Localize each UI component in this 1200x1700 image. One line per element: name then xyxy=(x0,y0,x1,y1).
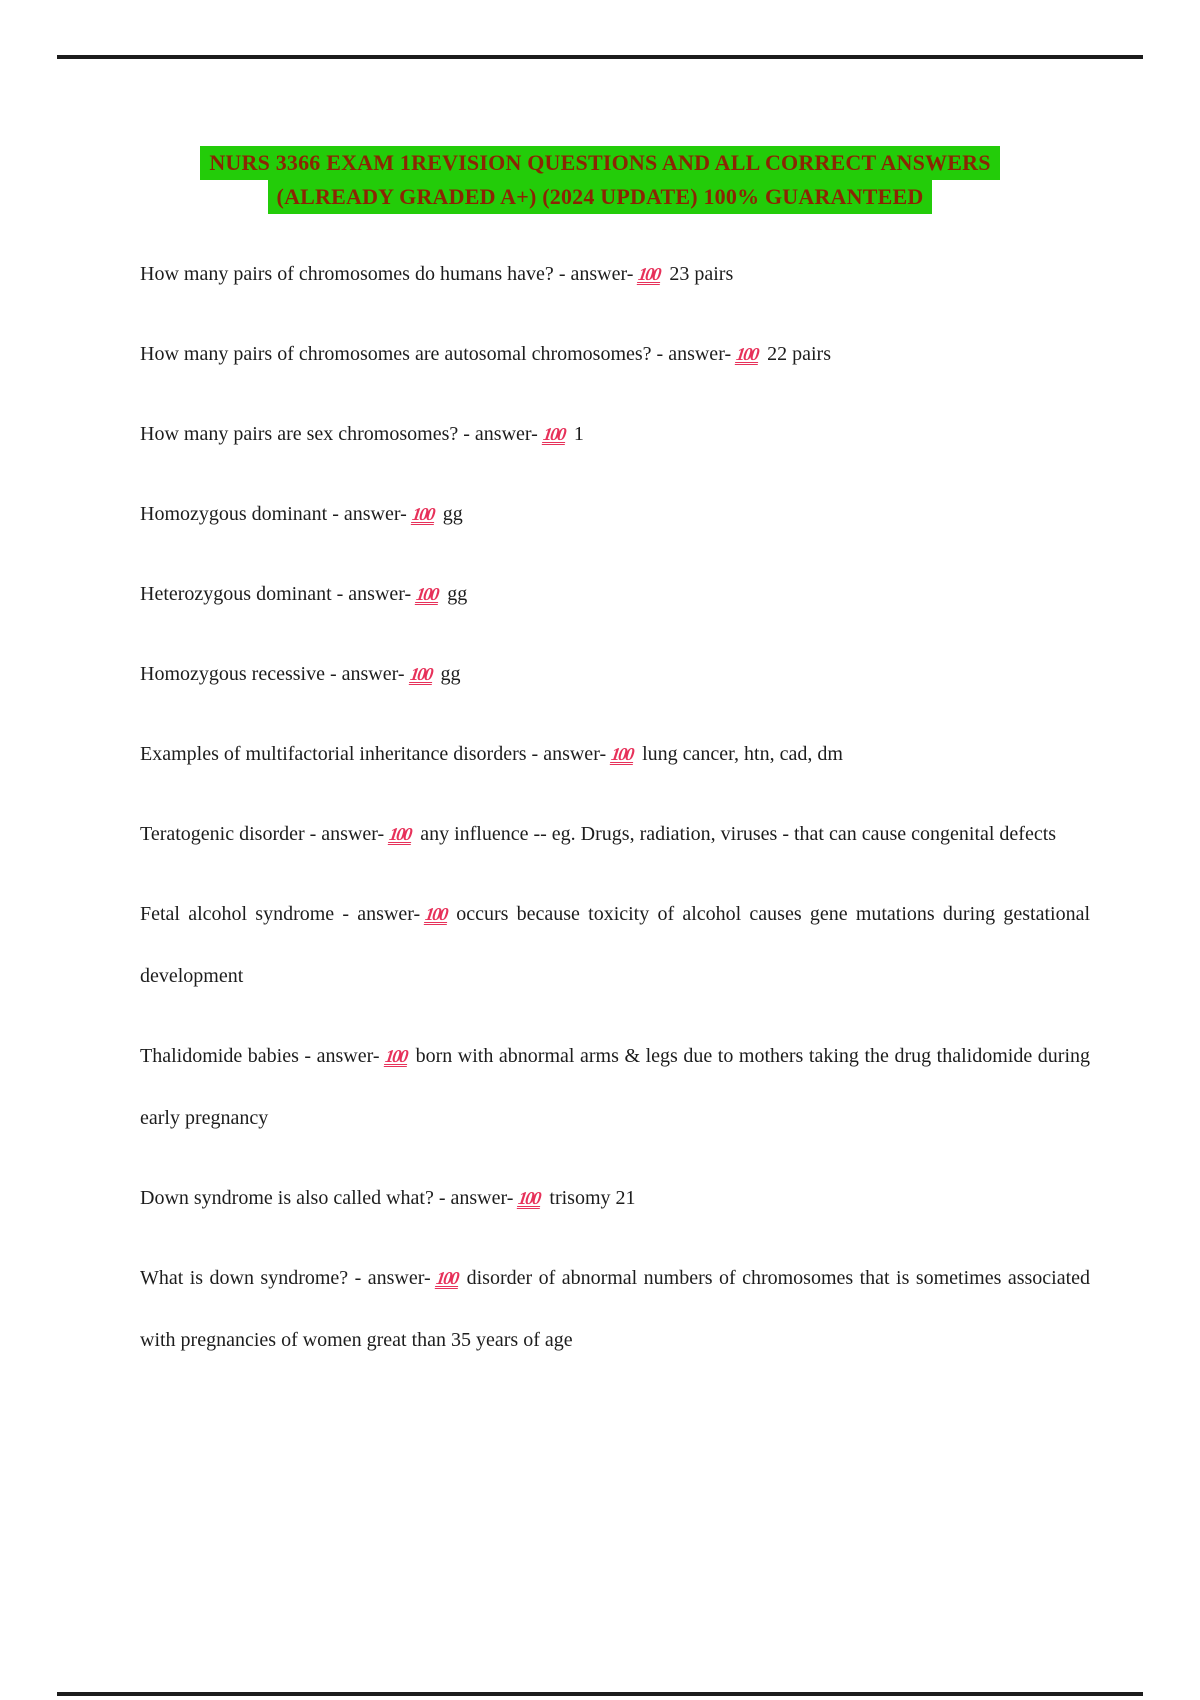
qa-item xyxy=(140,563,1090,625)
qa-answer-label: - answer- xyxy=(331,583,412,605)
document-title-line-1: NURS 3366 EXAM 1REVISION QUESTIONS AND ALL CORRECT ANSWERS xyxy=(200,146,999,180)
qa-answer-label: - answer- xyxy=(334,903,421,925)
qa-question: What is down syndrome? xyxy=(140,1267,349,1289)
qa-question: Heterozygous dominant xyxy=(140,583,332,605)
qa-answer: 23 pairs xyxy=(669,263,734,285)
qa-item xyxy=(140,803,1090,865)
hundred-points-emoji: 100 xyxy=(415,584,439,604)
qa-answer-label: - answer- xyxy=(651,343,732,365)
qa-item xyxy=(140,883,1090,1007)
qa-item xyxy=(140,643,1090,705)
qa-question: How many pairs of chromosomes do humans have? xyxy=(140,263,554,285)
qa-answer-label: - answer- xyxy=(348,1267,431,1289)
qa-answer-label: - answer- xyxy=(526,743,607,765)
qa-answer: gg xyxy=(442,503,463,525)
hundred-points-emoji: 100 xyxy=(734,344,759,364)
qa-item xyxy=(140,1167,1090,1229)
hundred-points-emoji: 100 xyxy=(541,424,566,444)
qa-question: Homozygous dominant xyxy=(140,503,328,525)
hundred-points-emoji: 100 xyxy=(637,264,662,284)
qa-answer-label: - answer- xyxy=(304,823,385,845)
qa-question: Fetal alcohol syndrome xyxy=(140,903,335,925)
hundred-points-emoji: 100 xyxy=(609,744,634,764)
qa-answer-label: - answer- xyxy=(433,1187,514,1209)
qa-answer: trisomy 21 xyxy=(549,1187,636,1209)
hundred-points-emoji: 100 xyxy=(383,1046,408,1066)
qa-item xyxy=(140,403,1090,465)
qa-answer: 1 xyxy=(573,423,584,445)
qa-answer-label: - answer- xyxy=(458,423,538,445)
qa-answer: occurs because toxicity of alcohol causes gene mutations during gestational development xyxy=(140,903,1091,987)
qa-answer: gg xyxy=(440,663,461,685)
qa-question: Homozygous recessive xyxy=(140,663,325,685)
qa-item xyxy=(140,323,1090,385)
qa-answer: gg xyxy=(447,583,468,605)
hundred-points-emoji: 100 xyxy=(424,904,448,924)
qa-question: Examples of multifactorial inheritance disorders xyxy=(140,743,527,765)
qa-answer: any influence -- eg. Drugs, radiation, viruses - that can cause congenital defects xyxy=(420,823,1057,845)
qa-question: Thalidomide babies xyxy=(140,1045,299,1067)
document-title xyxy=(0,146,1200,214)
document-title-line-2: (ALREADY GRADED A+) (2024 UPDATE) 100% GUARANTEED xyxy=(268,180,933,214)
hundred-points-emoji: 100 xyxy=(408,664,433,684)
hundred-points-emoji: 100 xyxy=(434,1268,459,1288)
bottom-horizontal-rule xyxy=(57,1692,1143,1696)
qa-question: How many pairs of chromosomes are autosomal chromosomes? xyxy=(140,343,652,365)
hundred-points-emoji: 100 xyxy=(410,504,435,524)
qa-item xyxy=(140,1247,1090,1371)
top-horizontal-rule xyxy=(57,55,1143,59)
hundred-points-emoji: 100 xyxy=(388,824,412,844)
qa-answer: disorder of abnormal numbers of chromosomes that is sometimes associated with pregnancies of women great than 35 years of age xyxy=(140,1267,1091,1351)
qa-question: Down syndrome is also called what? xyxy=(140,1187,434,1209)
qa-answer: 22 pairs xyxy=(767,343,831,365)
qa-item xyxy=(140,1025,1090,1149)
qa-answer-label: - answer- xyxy=(553,263,634,285)
qa-answer-label: - answer- xyxy=(298,1045,380,1067)
qa-answer-label: - answer- xyxy=(327,503,407,525)
qa-item xyxy=(140,723,1090,785)
qa-answer: lung cancer, htn, cad, dm xyxy=(642,743,843,765)
qa-item xyxy=(140,243,1090,305)
hundred-points-emoji: 100 xyxy=(517,1188,542,1208)
qa-list xyxy=(140,243,1090,1389)
qa-question: How many pairs are sex chromosomes? xyxy=(140,423,459,445)
qa-question: Teratogenic disorder xyxy=(140,823,305,845)
qa-item xyxy=(140,483,1090,545)
qa-answer-label: - answer- xyxy=(324,663,405,685)
qa-answer: born with abnormal arms & legs due to mothers taking the drug thalidomide during early pregnancy xyxy=(140,1045,1090,1129)
